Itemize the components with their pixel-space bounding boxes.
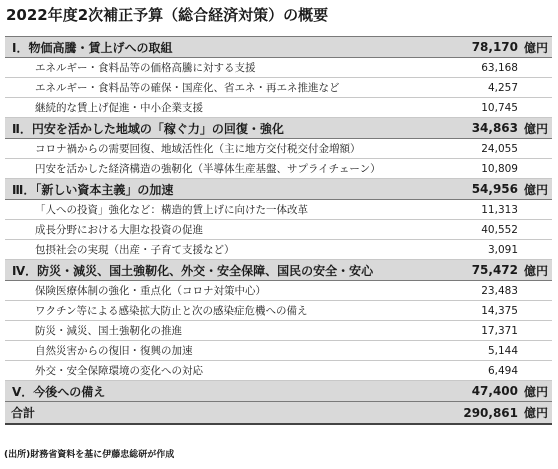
item-label: エネルギー・食料品等の価格高騰に対する支援 [5,58,450,78]
item-row [5,220,552,240]
item-value: 40,552 [450,220,520,240]
item-value: 4,257 [450,78,520,98]
item-label: 継続的な賃上げ促進・中小企業支援 [5,98,450,118]
item-label: 「人への投資」強化など：構造的賃上げに向けた一体改革 [5,200,450,220]
item-row [5,200,552,220]
total-row [5,402,552,425]
item-label: ワクチン等による感染拡大防止と次の感染症危機への備え [5,301,450,321]
item-row [5,58,552,78]
section-unit: 億円 [520,381,552,402]
item-row [5,78,552,98]
item-unit-blank [520,341,552,361]
item-value: 11,313 [450,200,520,220]
item-unit-blank [520,200,552,220]
item-value: 63,168 [450,58,520,78]
section-unit: 億円 [520,179,552,200]
item-row [5,341,552,361]
total-value: 290,861 [450,402,520,425]
item-value: 6,494 [450,361,520,381]
item-unit-blank [520,139,552,159]
item-label: 自然災害からの復旧・復興の加速 [5,341,450,361]
item-row [5,361,552,381]
section-row [5,118,552,139]
item-value: 24,055 [450,139,520,159]
section-value: 78,170 [450,37,520,58]
item-unit-blank [520,321,552,341]
section-row [5,260,552,281]
item-label: 外交・安全保障環境の変化への対応 [5,361,450,381]
section-value: 47,400 [450,381,520,402]
budget-table-body [5,37,552,425]
item-unit-blank [520,78,552,98]
section-value: 54,956 [450,179,520,200]
item-label: 保険医療体制の強化・重点化（コロナ対策中心） [5,281,450,301]
section-label: Ⅳ．防災・減災、国土強靭化、外交・安全保障、国民の安全・安心 [5,260,450,281]
section-row [5,381,552,402]
section-label: Ⅴ．今後への備え [5,381,450,402]
section-label: Ⅲ．「新しい資本主義」の加速 [5,179,450,200]
item-unit-blank [520,220,552,240]
item-row [5,98,552,118]
item-unit-blank [520,301,552,321]
section-label: Ⅱ．円安を活かした地域の「稼ぐ力」の回復・強化 [5,118,450,139]
item-label: コロナ禍からの需要回復、地域活性化（主に地方交付税交付金増額） [5,139,450,159]
item-unit-blank [520,159,552,179]
item-value: 5,144 [450,341,520,361]
item-unit-blank [520,281,552,301]
item-label: 成長分野における大胆な投資の促進 [5,220,450,240]
source-note: (出所)財務省資料を基に伊藤忠総研が作成 [4,450,175,460]
item-value: 17,371 [450,321,520,341]
item-row [5,281,552,301]
section-unit: 億円 [520,118,552,139]
item-unit-blank [520,58,552,78]
item-value: 3,091 [450,240,520,260]
item-row [5,159,552,179]
item-value: 14,375 [450,301,520,321]
item-unit-blank [520,98,552,118]
item-label: 防災・減災、国土強靭化の推進 [5,321,450,341]
section-row [5,179,552,200]
item-row [5,240,552,260]
item-label: エネルギー・食料品等の確保・国産化、省エネ・再エネ推進など [5,78,450,98]
total-unit: 億円 [520,402,552,425]
budget-table [5,36,552,425]
section-unit: 億円 [520,37,552,58]
item-label: 円安を活かした経済構造の強靭化（半導体生産基盤、サプライチェーン） [5,159,450,179]
section-row [5,37,552,58]
item-row [5,301,552,321]
page-title: 2022年度2次補正予算（総合経済対策）の概要 [6,6,329,24]
item-unit-blank [520,240,552,260]
item-row [5,139,552,159]
total-label: 合計 [5,402,450,425]
item-value: 23,483 [450,281,520,301]
item-unit-blank [520,361,552,381]
item-value: 10,809 [450,159,520,179]
section-label: Ⅰ．物価高騰・賃上げへの取組 [5,37,450,58]
item-row [5,321,552,341]
section-value: 75,472 [450,260,520,281]
item-value: 10,745 [450,98,520,118]
section-value: 34,863 [450,118,520,139]
section-unit: 億円 [520,260,552,281]
item-label: 包摂社会の実現（出産・子育て支援など） [5,240,450,260]
